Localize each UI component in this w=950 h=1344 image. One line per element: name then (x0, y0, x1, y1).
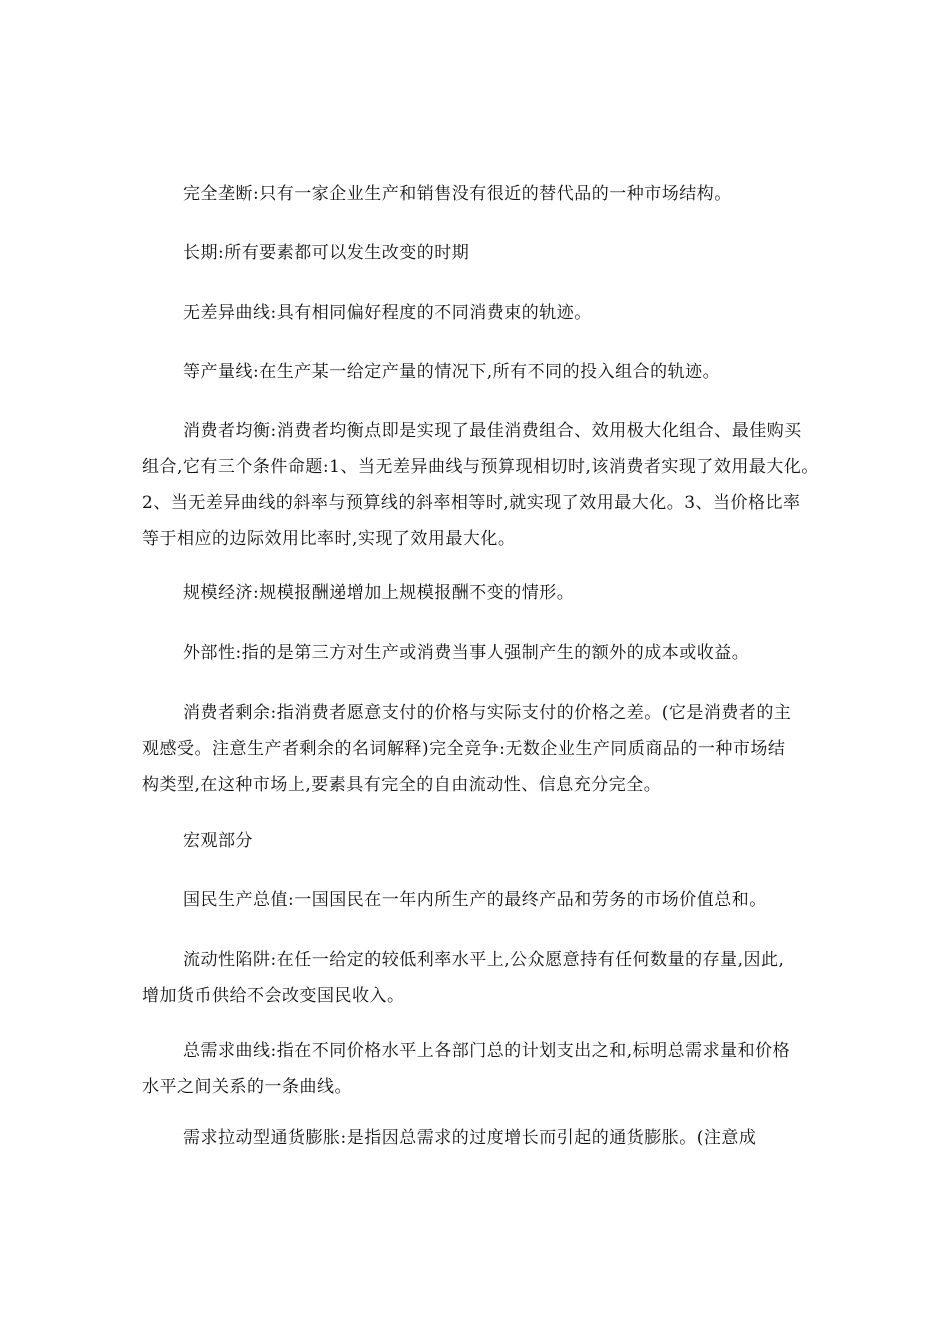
definition-consumer-surplus (142, 695, 822, 803)
definition-economies-of-scale (142, 575, 822, 611)
text-line: 流动性陷阱:在任一给定的较低利率水平上,公众愿意持有任何数量的存量,因此, (183, 950, 785, 970)
text-line: 外部性:指的是第三方对生产或消费当事人强制产生的额外的成本或收益。 (183, 643, 750, 663)
text-line: 消费者均衡:消费者均衡点即是实现了最佳消费组合、效用极大化组合、最佳购买 (183, 421, 802, 441)
text-line: 组合,它有三个条件命题:1、当无差异曲线与预算现相切时,该消费者实现了效用最大化。 (142, 457, 819, 477)
definition-indifference-curve (142, 295, 822, 331)
definition-long-run (142, 235, 822, 271)
text-line: 无差异曲线:具有相同偏好程度的不同消费束的轨迹。 (183, 303, 592, 323)
text-line: 完全垄断:只有一家企业生产和销售没有很近的替代品的一种市场结构。 (183, 184, 732, 204)
text-line: 长期:所有要素都可以发生改变的时期 (183, 243, 470, 263)
text-line: 总需求曲线:指在不同价格水平上各部门总的计划支出之和,标明总需求量和价格 (183, 1041, 791, 1061)
text-line: 消费者剩余:指消费者愿意支付的价格与实际支付的价格之差。(它是消费者的主 (183, 703, 792, 723)
definition-aggregate-demand-curve (142, 1033, 822, 1105)
definition-gnp (142, 882, 822, 918)
definition-consumer-equilibrium (142, 413, 822, 557)
text-line: 增加货币供给不会改变国民收入。 (142, 986, 405, 1006)
definition-demand-pull-inflation (142, 1120, 822, 1156)
text-line: 需求拉动型通货膨胀:是指因总需求的过度增长而引起的通货膨胀。(注意成 (183, 1128, 757, 1148)
text-line: 等于相应的边际效用比率时,实现了效用最大化。 (142, 529, 516, 549)
text-line: 水平之间关系的一条曲线。 (142, 1077, 352, 1097)
text-line: 构类型,在这种市场上,要素具有完全的自由流动性、信息充分完全。 (142, 775, 662, 795)
text-line: 2、当无差异曲线的斜率与预算线的斜率相等时,就实现了效用最大化。3、当价格比率 (142, 493, 801, 513)
definition-liquidity-trap (142, 942, 822, 1014)
definition-externality (142, 635, 822, 671)
text-line: 国民生产总值:一国国民在一年内所生产的最终产品和劳务的市场价值总和。 (183, 890, 767, 910)
definition-complete-monopoly (142, 176, 822, 212)
definition-isoquant (142, 354, 822, 390)
section-heading-macro (142, 823, 822, 859)
section-heading: 宏观部分 (183, 831, 253, 851)
text-line: 规模经济:规模报酬递增加上规模报酬不变的情形。 (183, 583, 575, 603)
text-line: 观感受。注意生产者剩余的名词解释)完全竞争:无数企业生产同质商品的一种市场结 (142, 739, 786, 759)
text-line: 等产量线:在生产某一给定产量的情况下,所有不同的投入组合的轨迹。 (183, 362, 721, 382)
